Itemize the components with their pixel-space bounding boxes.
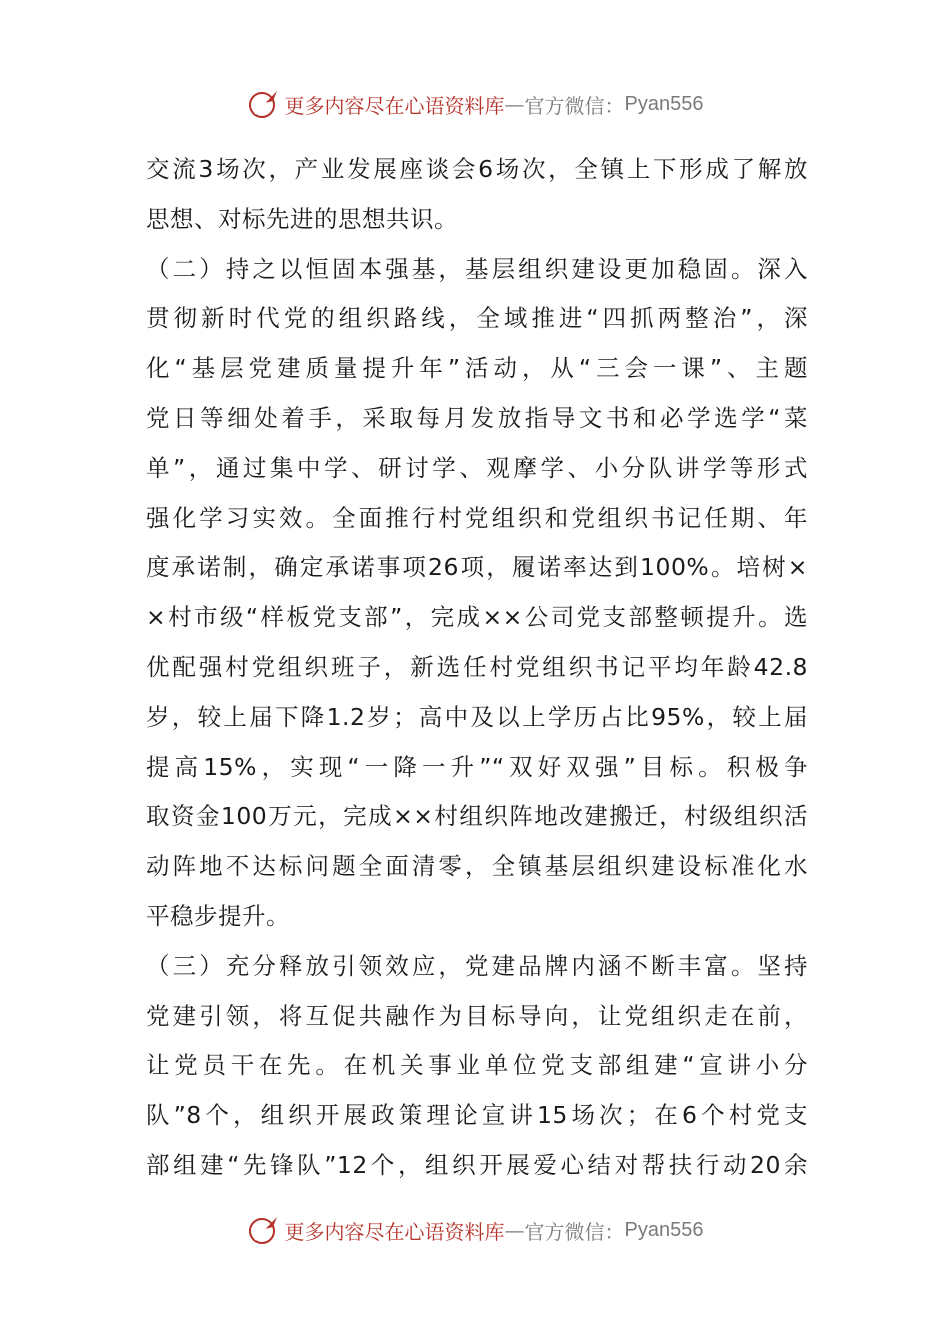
text-line: ×村市级“样板党支部”，完成××公司党支部整顿提升。选 <box>146 603 808 632</box>
header-watermark-banner <box>0 84 950 124</box>
text-line: 贯彻新时代党的组织路线，全域推进“四抓两整治”，深 <box>146 304 808 333</box>
text-line: 岁，较上届下降1.2岁；高中及以上学历占比95%，较上届 <box>146 702 808 731</box>
footer-separator: — <box>504 1218 525 1242</box>
header-brand-text: 更多内容尽在心语资料库 <box>284 93 505 118</box>
footer-brand-text: 更多内容尽在心语资料库 <box>284 1219 505 1244</box>
header-separator: — <box>504 92 525 116</box>
text-line: 部组建“先锋队”12个，组织开展爱心结对帮扶行动20余 <box>146 1150 808 1179</box>
text-line: 思想、对标先进的思想共识。 <box>146 204 458 233</box>
text-line: 党日等细处着手，采取每月发放指导文书和必学选学“菜 <box>146 403 808 432</box>
text-line: 平稳步提升。 <box>146 901 290 930</box>
text-line: 优配强村党组织班子，新选任村党组织书记平均年龄42.8 <box>146 652 808 681</box>
text-line: 提高15%，实现“一降一升”“双好双强”目标。积极争 <box>146 752 808 781</box>
document-body <box>146 145 808 1191</box>
quill-logo-icon <box>247 87 281 121</box>
text-line: 交流3场次，产业发展座谈会6场次，全镇上下形成了解放 <box>146 155 808 183</box>
footer-contact-id: Pyan556 <box>624 1218 704 1241</box>
text-line: 取资金100万元，完成××村组织阵地改建搬迁，村级组织活 <box>146 802 808 831</box>
header-contact-id: Pyan556 <box>624 92 704 115</box>
footer-watermark-banner <box>0 1210 950 1250</box>
text-line: 队”8个，组织开展政策理论宣讲15场次；在6个村党支 <box>146 1101 808 1130</box>
text-line: 强化学习实效。全面推行村党组织和党组织书记任期、年 <box>146 503 808 532</box>
header-contact-label: 官方微信： <box>524 93 625 118</box>
text-line: 化“基层党建质量提升年”活动，从“三会一课”、主题 <box>146 354 808 383</box>
text-line: 党建引领，将互促共融作为目标导向，让党组织走在前， <box>146 1001 808 1030</box>
footer-contact-label: 官方微信： <box>524 1219 625 1244</box>
quill-logo-icon <box>247 1213 281 1247</box>
text-line: 单”，通过集中学、研讨学、观摩学、小分队讲学等形式 <box>146 453 808 482</box>
section-heading-line: （三）充分释放引领效应，党建品牌内涵不断丰富。坚持 <box>146 951 808 980</box>
text-line: 动阵地不达标问题全面清零，全镇基层组织建设标准化水 <box>146 852 808 881</box>
text-line: 度承诺制，确定承诺事项26项，履诺率达到100%。培树× <box>146 553 808 582</box>
section-heading-line: （二）持之以恒固本强基，基层组织建设更加稳固。深入 <box>146 254 808 283</box>
text-line: 让党员干在先。在机关事业单位党支部组建“宣讲小分 <box>146 1051 808 1080</box>
